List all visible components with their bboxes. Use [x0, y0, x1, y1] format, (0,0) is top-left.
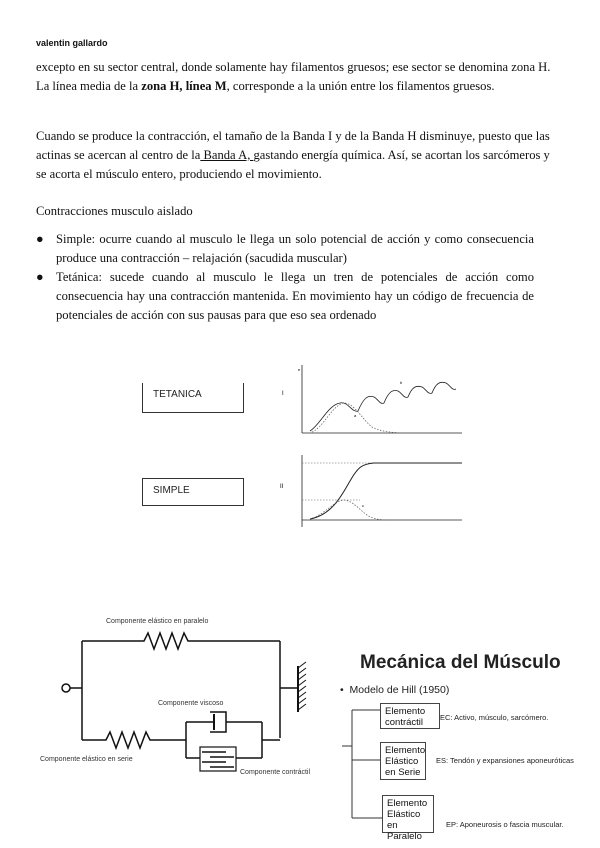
element-desc-series: ES: Tendón y expansiones aponeuróticas [436, 756, 574, 765]
paragraph-zona-h [36, 58, 554, 96]
element-desc-parallel: EP: Aponeurosis o fascia muscular. [446, 820, 564, 829]
p2-text-a: Cuando se produce la contracción, el tamaño de la Banda I y de la Banda H disminuye, puesto que las actinas se acercan al centro de la [36, 129, 550, 162]
p1-bold-comma: , [179, 79, 186, 93]
element-box-contractile: Elemento contráctil [380, 703, 440, 729]
tetanus-curve [310, 463, 462, 519]
p1-bold-linea-m: línea M [185, 79, 227, 93]
paragraph-contraccion [36, 127, 554, 184]
p1-bold-zona-h: zona H [141, 79, 180, 93]
parallel-spring [82, 633, 280, 649]
label-series: Componente elástico en serie [40, 756, 133, 763]
tetanic-curve [310, 382, 456, 431]
subtitle-bullet: • [340, 684, 344, 696]
p2-underlined-banda-a: Banda A, [200, 148, 254, 162]
curve-label-b: b [400, 380, 403, 385]
mechanics-subtitle [340, 684, 449, 696]
curve-label-a: a [354, 413, 357, 418]
bullet-marker: ● [36, 270, 44, 284]
hill-model-diagram [40, 608, 320, 780]
roman-label-bottom: II [280, 484, 284, 490]
label-parallel: Componente elástico en paralelo [106, 618, 209, 625]
label-contractile: Componente contráctil [240, 769, 311, 776]
mechanics-title: Mecánica del Músculo [360, 652, 561, 673]
element-box-series: Elemento Elástico en Serie [380, 742, 426, 780]
author-header: valentin gallardo [36, 38, 108, 48]
bullet-list [36, 230, 534, 325]
wall-hatch [298, 662, 306, 710]
element-desc-contractile: EC: Activo, músculo, sarcómero. [440, 713, 549, 722]
single-twitch-dotted-top [312, 403, 400, 433]
section-title: Contracciones musculo aislado [36, 204, 193, 218]
p2-text-c: gastando energía química. Así, se acortan los sarcómeros y se acorta el músculo entero, produciendo el movimiento. [36, 148, 550, 181]
list-item [36, 268, 534, 325]
single-twitch-dotted-bottom [310, 500, 390, 520]
list-item [36, 230, 534, 268]
curve-label-c: c [362, 503, 364, 508]
element-box-parallel: Elemento Elástico en Paralelo [382, 795, 434, 833]
p1-text-a: excepto en su sector central, donde solamente hay filamentos gruesos; ese sector se denomina zona H. La línea media de la [36, 60, 551, 93]
axis-mark: e [298, 367, 301, 372]
twitch-graphs-figure [250, 355, 480, 540]
label-simple: SIMPLE [153, 485, 190, 496]
bullet-text-simple: Simple: ocurre cuando al musculo le llega un solo potencial de acción y como consecuencia produce una contracción – relajación (sacudida muscular) [56, 232, 534, 265]
origin-node [62, 684, 70, 692]
series-spring [82, 732, 186, 748]
bullet-marker: ● [36, 232, 44, 246]
roman-label-top: I [282, 391, 284, 397]
bullet-text-tetanica: Tetánica: sucede cuando al musculo le llega un tren de potenciales de acción como consecuencia hay una contracción mantenida. En movimiento hay un código de frecuencia de potenciales de acción con sus pausas para que eso sea ordenado [56, 270, 534, 322]
subtitle-text: Modelo de Hill (1950) [349, 684, 450, 696]
label-tetanica: TETANICA [153, 389, 202, 400]
label-viscous: Componente viscoso [158, 700, 224, 707]
label-box-tetanica [142, 383, 244, 413]
p1-text-e: , corresponde a la unión entre los filamentos gruesos. [226, 79, 495, 93]
label-box-simple [142, 478, 244, 506]
contractile-element [200, 747, 236, 771]
